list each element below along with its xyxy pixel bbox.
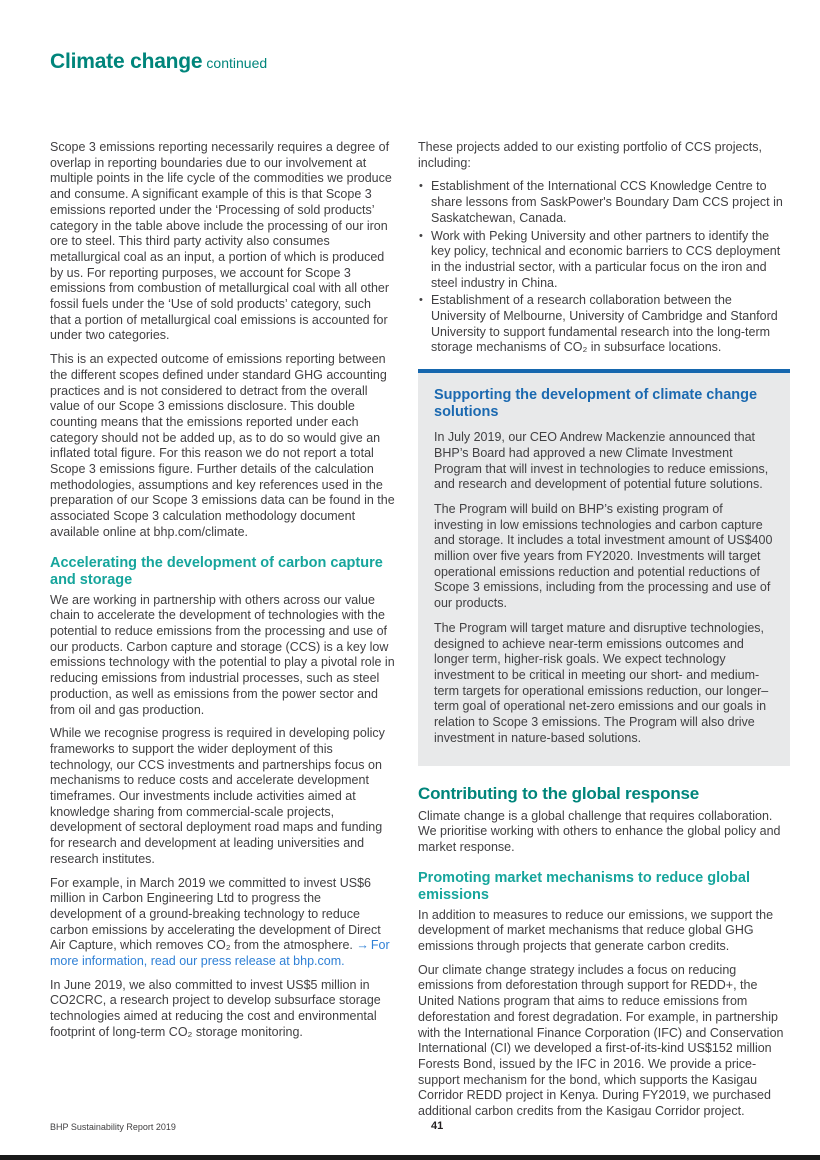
footer-page-number: 41 bbox=[431, 1120, 444, 1132]
list-item-peking-university: • Work with Peking University and other partners to identify the key policy, technical and economic barriers to CCS deployment in the industrial sector, with a particular focus on the iron and steel industry in China. bbox=[418, 229, 790, 292]
box-paragraph-announcement: In July 2019, our CEO Andrew Mackenzie announced that BHP’s Board had approved a new Climate Investment Program that will invest in technologies to reduce emissions, and research and development of potential future solutions. bbox=[434, 430, 769, 492]
paragraph-scope3-overlap: Scope 3 emissions reporting necessarily requires a degree of overlap in reporting boundaries due to our involvement at multiple points in the life cycle of the commodities we produce and consume. A significant example of this is that Scope 3 emissions reported under the ‘Processing of sold products’ category in the table above include the processing of our iron ore to steel. This third party activity also consumes metallurgical coal as an input, a portion of which is produced by us. For reporting purposes, we account for Scope 3 emissions from combustion of metallurgical coal with all other fossil fuels under the ‘Use of sold products’ category, such that a portion of metallurgical coal emissions is accounted for under two categories. bbox=[50, 140, 392, 343]
paragraph-ccs-investments: While we recognise progress is required in developing policy frameworks to support the wider deployment of this technology, our CCS investments and partnerships focus on mechanisms to reduce costs and accelerate development timeframes. Our investments include activities aimed at knowledge sharing from commercial-scale projects, development of sectoral deployment road maps and funding for research and development at leading universities and research institutes. bbox=[50, 726, 385, 866]
heading-carbon-capture: Accelerating the development of carbon capture and storage bbox=[50, 554, 383, 588]
box-paragraph-program-investment: The Program will build on BHP’s existing program of investing in low emissions technologies and carbon capture and storage. It includes a total investment amount of US$400 million over five years from FY2020. Investments will target operational emissions reduction and potential reductions of Scope 3 emissions, including from the processing and use of our products. bbox=[434, 501, 773, 611]
page-title: Climate change bbox=[50, 50, 203, 73]
right-column bbox=[418, 140, 790, 1128]
page-header bbox=[50, 50, 267, 74]
box-heading-climate-solutions: Supporting the development of climate change solutions bbox=[434, 387, 758, 421]
paragraph-carbon-engineering bbox=[50, 876, 395, 970]
two-column-body bbox=[50, 140, 790, 1128]
press-release-link[interactable]: For more information, read our press release at bhp.com. bbox=[50, 938, 390, 969]
paragraph-carbon-engineering-text: For example, in March 2019 we committed to invest US$6 million in Carbon Engineering Ltd to progress the development of a ground-breaking technology to reduce carbon emissions by accelerating the development of Direct Air Capture, which removes CO₂ from the atmosphere. bbox=[50, 875, 381, 953]
paragraph-co2crc: In June 2019, we also committed to invest US$5 million in CO2CRC, a research project to develop subsurface storage technologies aimed at reducing the cost and environmental footprint of long-term CO₂ storage monitoring. bbox=[50, 977, 381, 1039]
paragraph-ccs-portfolio-intro: These projects added to our existing portfolio of CCS projects, including: bbox=[418, 140, 762, 170]
paragraph-redd-forests-bond: Our climate change strategy includes a focus on reducing emissions from deforestation through support for REDD+, the United Nations program that aims to reduce emissions from deforestation and forest degradation. For example, in partnership with the International Finance Corporation (IFC) and Conservation International (CI) we developed a first-of-its-kind US$152 million Forests Bond, issued by the IFC in 2016. We provide a price-support mechanism for the bond, which supports the Kasigau Corridor REDD project in Kenya. During FY2019, we purchased additional carbon credits from the Kasigau Corridor project. bbox=[418, 962, 784, 1119]
footer-report-title: BHP Sustainability Report 2019 bbox=[50, 1122, 176, 1132]
left-column bbox=[50, 140, 395, 1128]
box-paragraph-program-targets: The Program will target mature and disruptive technologies, designed to achieve near-term emissions outcomes and longer term, higher-risk goals. We expect technology investment to be critical in meeting our short- and medium-term targets for operational emissions reduction, our longer–term goal of operational net-zero emissions and our goals in relation to Scope 3 emissions. The Program will also drive investment in nature-based solutions. bbox=[434, 620, 769, 745]
arrow-right-icon: → bbox=[356, 938, 369, 953]
page-title-continued: continued bbox=[206, 55, 268, 71]
paragraph-double-counting: This is an expected outcome of emissions reporting between the different scopes defined under standard GHG accounting practices and is not considered to detract from the overall value of our Scope 3 emissions disclosure. This double counting means that the emissions reported under each category should not be added up, as to do so would give an inflated total figure. For this reason we do not report a total Scope 3 emissions figure. Further details of the calculation methodologies, assumptions and key references used in the preparation of our Scope 3 emissions data can be found in the associated Scope 3 calculation methodology document available online at bhp.com/climate. bbox=[50, 352, 395, 539]
heading-global-response: Contributing to the global response bbox=[418, 783, 700, 803]
paragraph-global-response: Climate change is a global challenge that requires collaboration. We prioritise working with others to enhance the global policy and market response. bbox=[418, 808, 781, 854]
paragraph-ccs-partnership: We are working in partnership with others across our value chain to accelerate the development of technologies with the potential to reduce emissions from the processing and use of our products. Carbon capture and storage (CCS) is a key low emissions technology with the potential to play a pivotal role in reducing emissions from industrial processes, such as steel production, as well as emissions from the power sector and from oil and gas production. bbox=[50, 592, 395, 717]
heading-market-mechanisms: Promoting market mechanisms to reduce global emissions bbox=[418, 869, 750, 903]
paragraph-market-mechanisms: In addition to measures to reduce our emissions, we support the development of market mechanisms that reduce global GHG emissions through projects that generate carbon credits. bbox=[418, 907, 774, 954]
list-item-research-collaboration: • Establishment of a research collaboration between the University of Melbourne, University of Cambridge and Stanford University to support fundamental research into the long-term storage mechanisms of CO₂ in subsurface locations. bbox=[418, 293, 790, 356]
ccs-projects-list bbox=[418, 179, 790, 356]
list-item-knowledge-centre: • Establishment of the International CCS Knowledge Centre to share lessons from SaskPower's Boundary Dam CCS project in Saskatchewan, Canada. bbox=[418, 179, 790, 226]
bottom-edge-bar bbox=[0, 1155, 820, 1160]
climate-solutions-box bbox=[418, 369, 790, 765]
